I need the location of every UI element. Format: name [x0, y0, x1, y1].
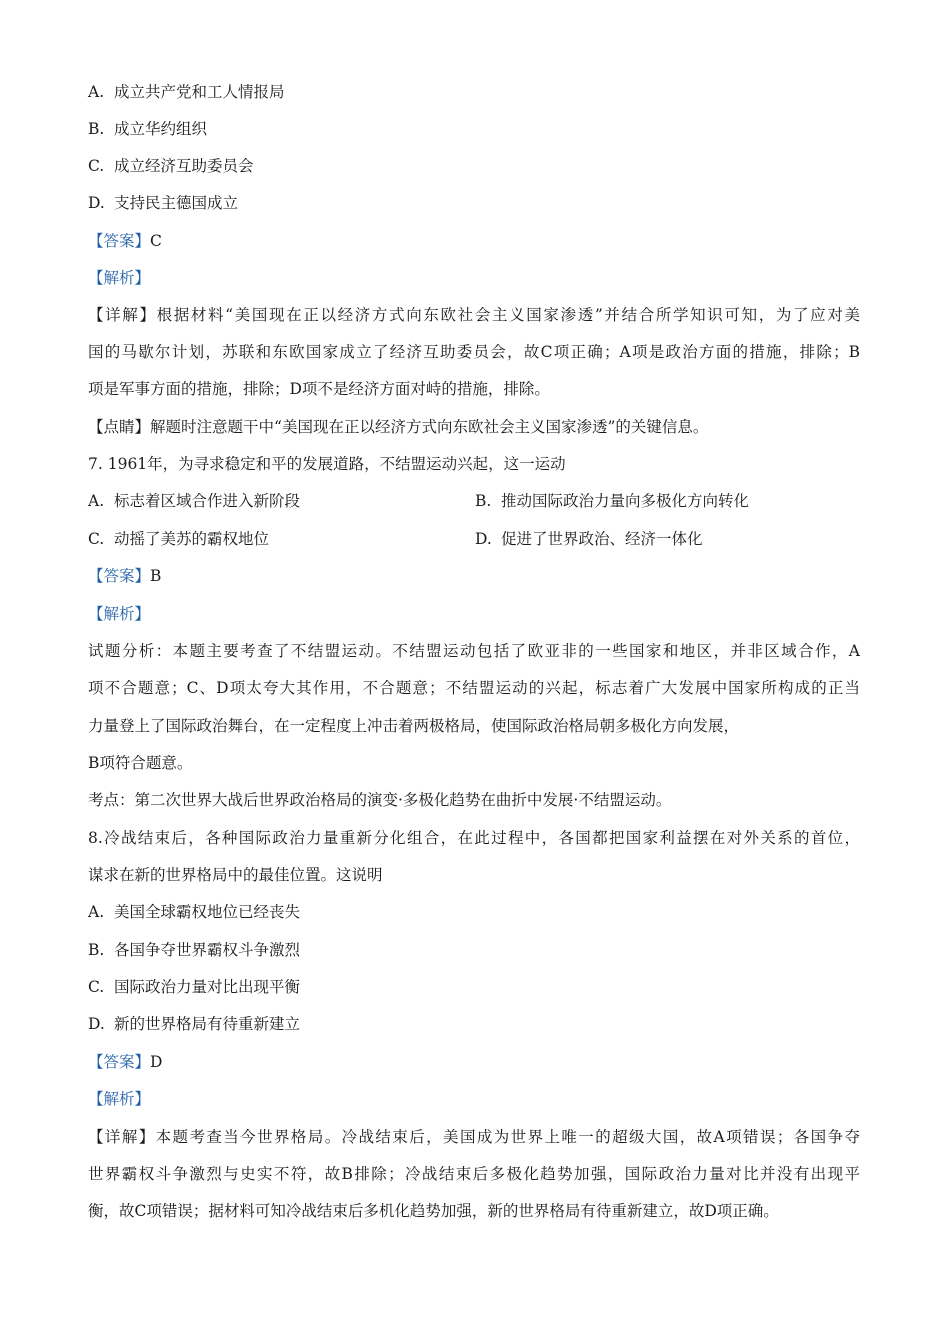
q7-analysis-line-2: 项不合题意；C、D项太夸大其作用，不合题意；不结盟运动的兴起，标志着广大发展中国家所构成的正当	[88, 679, 860, 697]
q6-detail-line-2: 国的马歇尔计划，苏联和东欧国家成立了经济互助委员会，故C项正确；A项是政治方面的措施，排除；B	[88, 343, 860, 361]
q8-option-d: D. 新的世界格局有待重新建立	[88, 1015, 301, 1033]
q8-detail-line-3: 衡，故C项错误；据材料可知冷战结束后多机化趋势加强，新的世界格局有待重新建立，故D项正确。	[88, 1202, 779, 1220]
q7-analysis-label: 【解析】	[88, 605, 151, 623]
q8-detail-line-2: 世界霸权斗争激烈与史实不符，故B排除；冷战结束后多极化趋势加强，国际政治力量对比并没有出现平	[88, 1165, 860, 1183]
q8-option-c: C. 国际政治力量对比出现平衡	[88, 978, 301, 996]
q7-analysis-line-1: 试题分析：本题主要考查了不结盟运动。不结盟运动包括了欧亚非的一些国家和地区，并非区域合作，A	[88, 642, 860, 660]
q6-detail-line-1: 【详解】根据材料“美国现在正以经济方式向东欧社会主义国家渗透”并结合所学知识可知，为了应对美	[88, 306, 860, 324]
q7-option-b: B. 推动国际政治力量向多极化方向转化	[475, 492, 750, 510]
q6-analysis-label: 【解析】	[88, 269, 151, 287]
q7-option-d: D. 促进了世界政治、经济一体化	[475, 530, 703, 548]
q8-detail-line-1: 【详解】本题考查当今世界格局。冷战结束后，美国成为世界上唯一的超级大国，故A项错误；各国争夺	[88, 1128, 860, 1146]
q8-answer: 【答案】D	[88, 1053, 163, 1071]
q8-option-a: A. 美国全球霸权地位已经丧失	[88, 903, 301, 921]
q6-detail-line-3: 项是军事方面的措施，排除；D项不是经济方面对峙的措施，排除。	[88, 380, 550, 398]
q7-analysis-line-3: 力量登上了国际政治舞台，在一定程度上冲击着两极格局，使国际政治格局朝多极化方向发展，	[88, 717, 740, 735]
q8-analysis-label: 【解析】	[88, 1090, 151, 1108]
q6-option-b: B. 成立华约组织	[88, 120, 208, 138]
q8-option-b: B. 各国争夺世界霸权斗争激烈	[88, 941, 301, 959]
q7-stem: 7. 1961年，为寻求稳定和平的发展道路，不结盟运动兴起，这一运动	[88, 455, 566, 473]
q8-stem-line-2: 谋求在新的世界格局中的最佳位置。这说明	[88, 866, 383, 884]
q7-exam-point: 考点：第二次世界大战后世界政治格局的演变·多极化趋势在曲折中发展·不结盟运动。	[88, 791, 672, 809]
q6-answer: 【答案】C	[88, 232, 162, 250]
q7-answer: 【答案】B	[88, 567, 162, 585]
q8-stem-line-1: 8.冷战结束后，各种国际政治力量重新分化组合，在此过程中，各国都把国家利益摆在对外关系的首位，	[88, 829, 860, 847]
q7-option-a: A. 标志着区域合作进入新阶段	[88, 492, 301, 510]
q6-option-c: C. 成立经济互助委员会	[88, 157, 254, 175]
q6-tip: 【点睛】解题时注意题干中“美国现在正以经济方式向东欧社会主义国家渗透”的关键信息。	[88, 418, 709, 436]
q6-option-d: D. 支持民主德国成立	[88, 194, 239, 212]
q6-option-a: A. 成立共产党和工人情报局	[88, 83, 285, 101]
q7-option-c: C. 动摇了美苏的霸权地位	[88, 530, 270, 548]
q7-analysis-line-4: B项符合题意。	[88, 754, 193, 772]
